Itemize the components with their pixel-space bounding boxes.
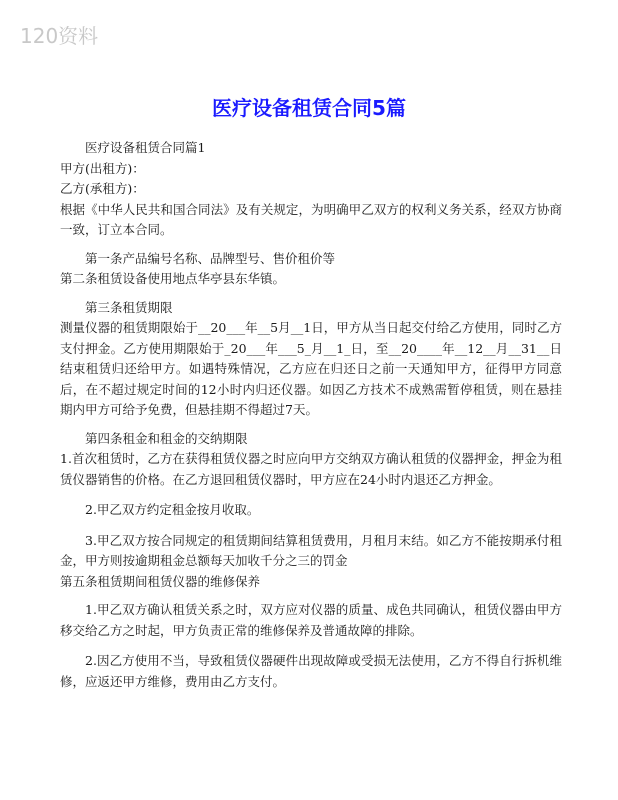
lease-term-paragraph: 测量仪器的租赁期限始于__20___年__5月__1日，甲方从当日起交付给乙方使用，同时乙方支付押金。乙方使用期限始于_20___年___5_月__1_日，至__20____年__12__月__31__日结束租赁归还给甲方。如遇特殊情况，乙方应在归还日之前一天通知甲方，征得甲方同意后，在不超过规定时间的12小时内归还仪器。如因乙方技术不成熟需暂停租赁，则在悬挂期内甲方可给予免费，但悬挂期不得超过7天。 (60, 320, 562, 417)
section-heading: 医疗设备租赁合同篇1 (85, 140, 206, 155)
article-1-heading: 第一条产品编号名称、品牌型号、售价租价等 (85, 250, 336, 266)
preamble-paragraph: 根据《中华人民共和国合同法》及有关规定，为明确甲乙双方的权利义务关系，经双方协商一致，订立本合同。 (60, 201, 562, 237)
party-a-line: 甲方(出租方)： (60, 160, 145, 176)
document-body (60, 138, 562, 692)
article-4-heading: 第四条租金和租金的交纳期限 (85, 430, 248, 446)
maintenance-paragraph-2: 2.因乙方使用不当，导致租赁仪器硬件出现故障或受损无法使用，乙方不得自行拆机维修，应返还甲方维修，费用由乙方支付。 (60, 653, 562, 689)
article-2-paragraph: 第二条租赁设备使用地点华亭县东华镇。 (60, 271, 286, 286)
settlement-paragraph: 3.甲乙双方按合同规定的租赁期间结算租赁费用，月租月末结。如乙方不能按期承付租金，甲方则按逾期租金总额每天加收千分之三的罚金 (60, 532, 562, 568)
article-5-heading: 第五条租赁期间租赁仪器的维修保养 (60, 573, 261, 589)
document-title: 医疗设备租赁合同5篇 (212, 96, 406, 120)
deposit-paragraph: 1.首次租赁时，乙方在获得租赁仪器之时应向甲方交纳双方确认租赁的仪器押金，押金为租赁仪器销售的价格。在乙方退回租赁仪器时，甲方应在24小时内退还乙方押金。 (60, 451, 562, 487)
monthly-rent-paragraph: 2.甲乙双方约定租金按月收取。 (85, 502, 260, 517)
party-b-line: 乙方(承租方)： (60, 181, 145, 196)
watermark-logo: 120资料 (20, 24, 99, 48)
article-3-heading: 第三条租赁期限 (85, 299, 173, 315)
maintenance-paragraph-1: 1.甲乙双方确认租赁关系之时，双方应对仪器的质量、成色共同确认，租赁仪器由甲方移交给乙方之时起，甲方负责正常的维修保养及普通故障的排除。 (60, 602, 562, 638)
